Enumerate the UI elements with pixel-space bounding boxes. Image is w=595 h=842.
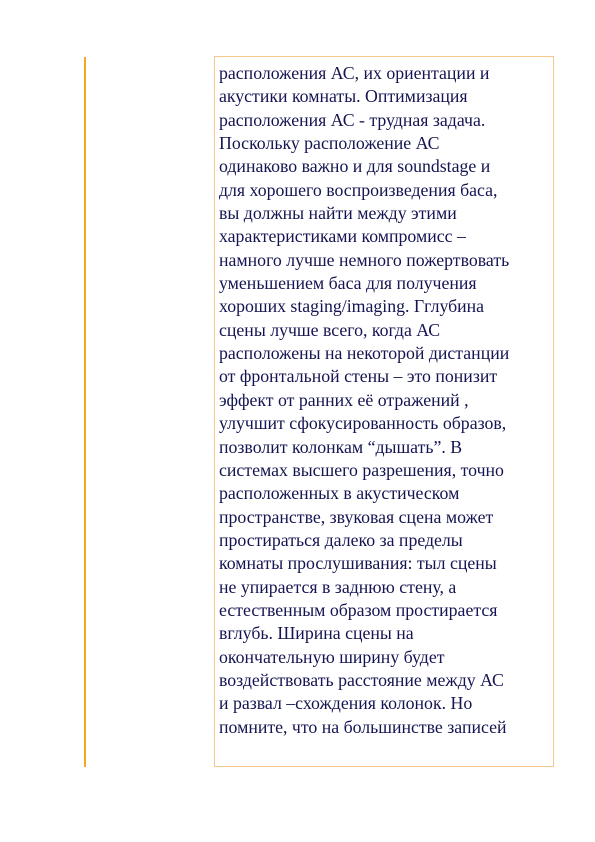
text-line: одинаково важно и для soundstage и: [219, 156, 491, 177]
text-line: вглубь. Ширина сцены на: [219, 623, 414, 644]
text-line: не упирается в заднюю стену, а: [219, 576, 457, 597]
text-line: сцены лучше всего, когда АС: [219, 319, 441, 340]
text-line: эффект от ранних её отражений ,: [219, 389, 469, 410]
text-column: [214, 56, 554, 767]
text-line: Поскольку расположение АС: [219, 133, 440, 154]
text-line: хороших staging/imaging. Гглубина: [219, 296, 485, 317]
text-line: расположения АС - трудная задача.: [219, 109, 486, 130]
text-line: воздействовать расстояние между АС: [219, 669, 504, 690]
text-line: намного лучше немного пожертвовать: [219, 249, 510, 270]
text-line: окончательную ширину будет: [219, 646, 445, 667]
text-line: для хорошего воспроизведения баса,: [219, 179, 498, 200]
text-line: улучшит сфокусированность образов,: [219, 413, 507, 434]
text-line: от фронтальной стены – это понизит: [219, 366, 498, 387]
text-line: комнаты прослушивания: тыл сцены: [219, 553, 497, 574]
text-line: акустики комнаты. Оптимизация: [219, 86, 468, 107]
text-line: помните, что на большинстве записей: [219, 716, 507, 737]
text-line: вы должны найти между этими: [219, 203, 457, 224]
text-line: расположения АС, их ориентации и: [219, 63, 490, 83]
text-line: пространстве, звуковая сцена может: [219, 506, 494, 527]
text-line: характеристиками компромисс –: [219, 226, 466, 247]
text-line: и развал –схождения колонок. Но: [219, 693, 473, 714]
text-line: системах высшего разрешения, точно: [219, 459, 504, 480]
text-line: уменьшением баса для получения: [219, 273, 477, 294]
text-line: простираться далеко за пределы: [219, 529, 463, 550]
margin-rule: [84, 57, 86, 767]
text-line: естественным образом простирается: [219, 599, 498, 620]
text-line: расположены на некоторой дистанции: [219, 343, 510, 364]
text-line: расположенных в акустическом: [219, 483, 460, 504]
text-line: позволит колонкам “дышать”. В: [219, 436, 463, 457]
